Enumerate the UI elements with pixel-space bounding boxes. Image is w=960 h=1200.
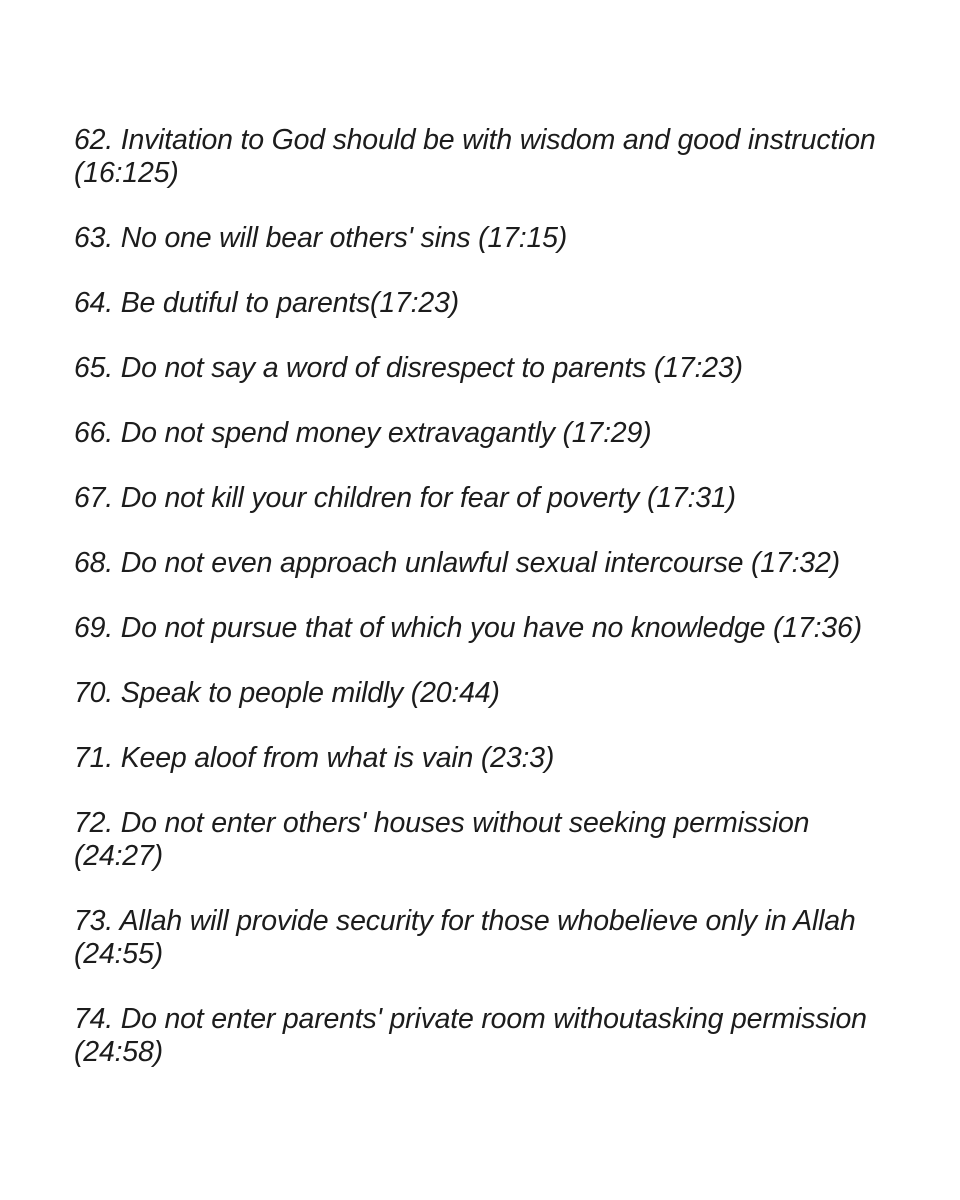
list-item-73: 73. Allah will provide security for those whobelieve only in Allah (24:55) xyxy=(74,905,856,970)
list-item-72: 72. Do not enter others' houses without seeking permission (24:27) xyxy=(74,807,810,872)
list-item-74: 74. Do not enter parents' private room withoutasking permission (24:58) xyxy=(74,1003,867,1068)
list-item-70: 70. Speak to people mildly (20:44) xyxy=(74,677,500,709)
list-item-64: 64. Be dutiful to parents(17:23) xyxy=(74,287,459,319)
list-item-71: 71. Keep aloof from what is vain (23:3) xyxy=(74,742,555,774)
list-item-63: 63. No one will bear others' sins (17:15) xyxy=(74,222,568,254)
list-item-68: 68. Do not even approach unlawful sexual intercourse (17:32) xyxy=(74,547,840,579)
commandments-list xyxy=(74,124,904,1101)
list-item-65: 65. Do not say a word of disrespect to parents (17:23) xyxy=(74,352,743,384)
list-item-62: 62. Invitation to God should be with wisdom and good instruction (16:125) xyxy=(74,124,876,189)
list-item-69: 69. Do not pursue that of which you have no knowledge (17:36) xyxy=(74,612,862,644)
list-item-66: 66. Do not spend money extravagantly (17:29) xyxy=(74,417,652,449)
list-item-67: 67. Do not kill your children for fear of poverty (17:31) xyxy=(74,482,736,514)
